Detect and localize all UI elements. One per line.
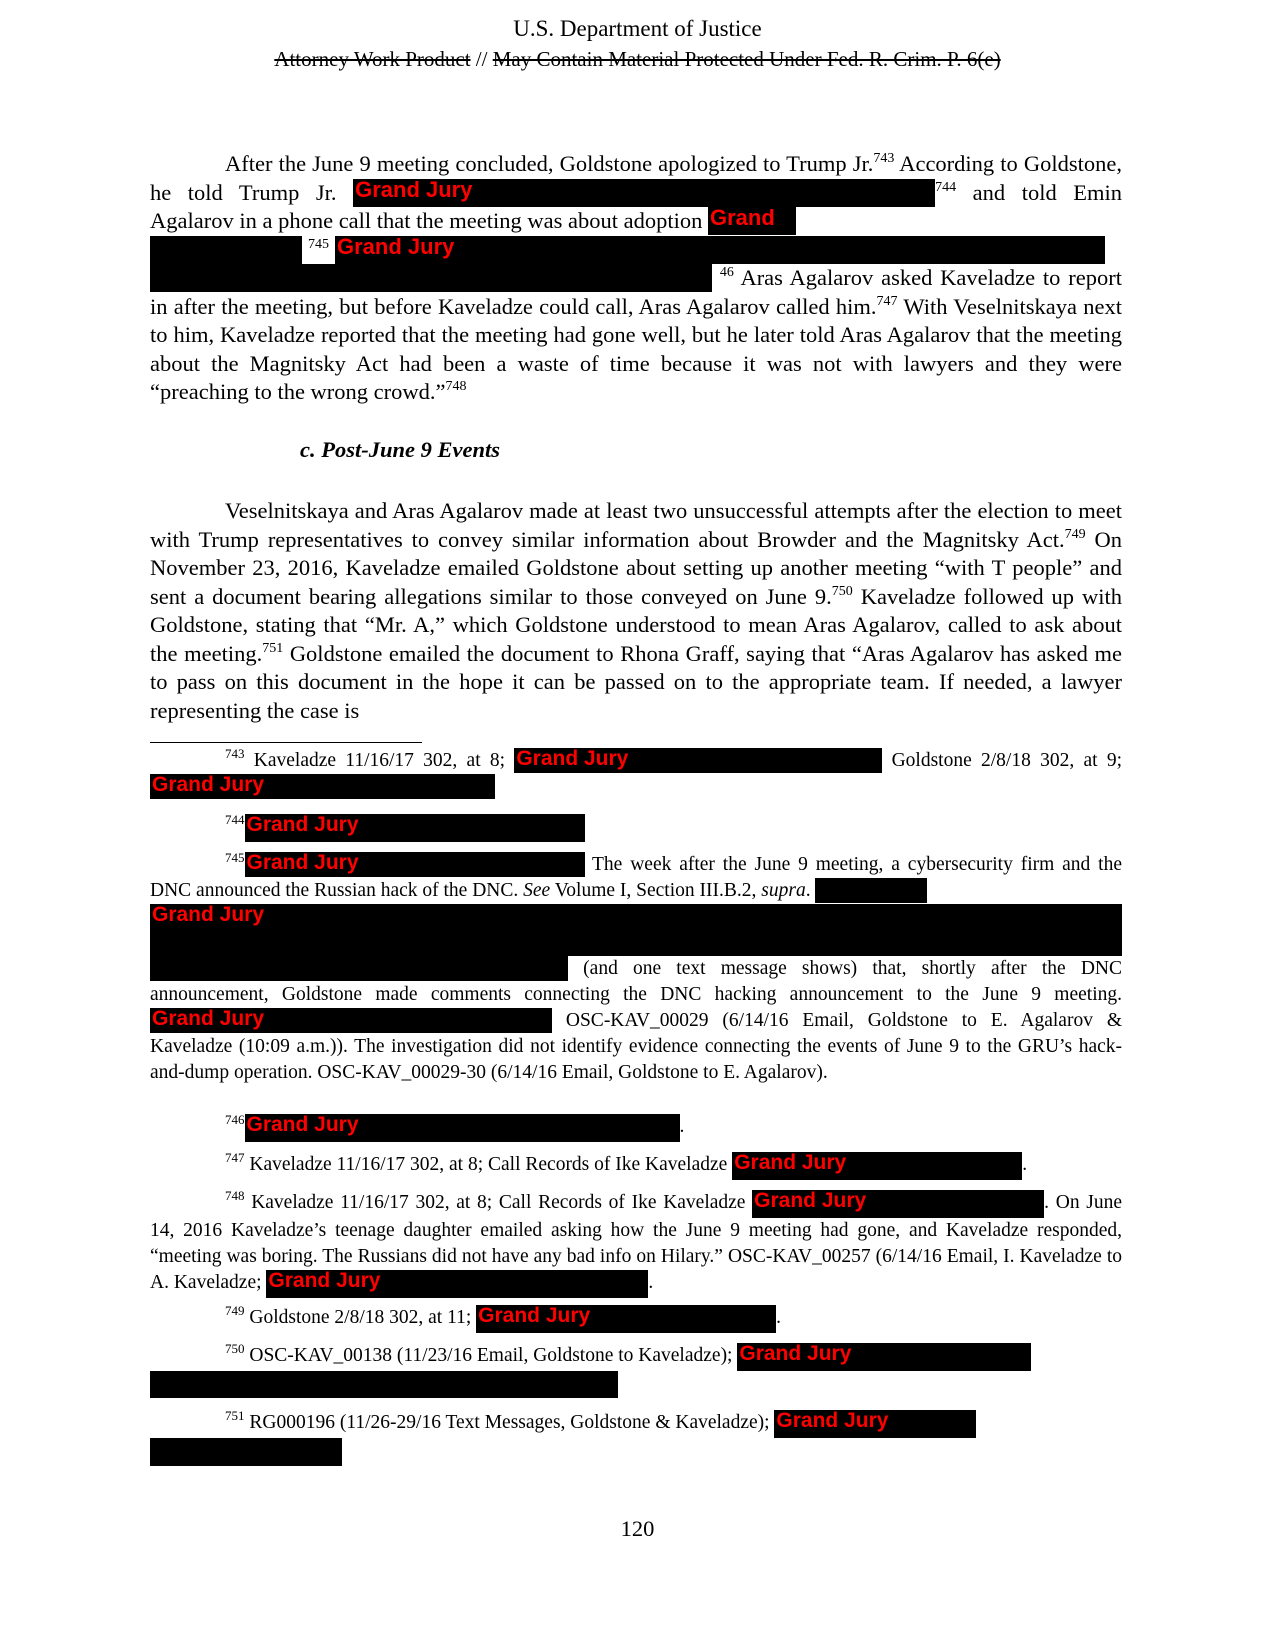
- footnote-743: [150, 748, 1122, 800]
- redaction-block: Grand Jury: [245, 814, 585, 842]
- footnote-text: . On June 14, 2016 Kaveladze’s teenage daughter emailed asking how the June 9 meeting had gone, and Kaveladze responded, “meeting was boring. The Russians did not have any bad info on Hilary.” OSC-KAV_00257 (6/14/16 Email, I. Kaveladze to A. Kaveladze;: [150, 1192, 1123, 1293]
- footnote-number: 744: [225, 812, 245, 827]
- header-separator: //: [470, 47, 493, 71]
- page-number: 120: [620, 1516, 655, 1541]
- paragraph-1: [150, 150, 1122, 407]
- footnote-rule: [150, 742, 422, 743]
- redaction-block: Grand Jury: [476, 1305, 776, 1333]
- footnote-text: Kaveladze 11/16/17 302, at 8; Call Records of Ike Kaveladze: [244, 1192, 746, 1213]
- header-classification: [0, 47, 1275, 72]
- para1-text-2: According to Goldstone, he told Trump Jr.: [150, 151, 1122, 205]
- footnote-745: [150, 852, 1122, 1086]
- para2-text-1: Veselnitskaya and Aras Agalarov made at least two unsuccessful attempts after the election to meet with Trump representatives to convey similar information about Browder and the Magnitsky Act.: [150, 498, 1122, 552]
- footnote-747: [150, 1152, 1122, 1180]
- footnote-text: .: [648, 1272, 654, 1293]
- redaction-block: Grand Jury: [245, 1114, 680, 1142]
- section-heading: c. Post-June 9 Events: [300, 437, 500, 462]
- redaction-block: Grand Jury: [514, 748, 882, 773]
- para2-text-4: Goldstone emailed the document to Rhona Graff, saying that “Aras Agalarov has asked me to pass on this document in the hope it can be passed on to the appropriate team. If needed, a lawyer representing the case is: [150, 640, 1122, 723]
- redaction-block: Grand Jury: [150, 1008, 552, 1033]
- footnote-750: [150, 1343, 1122, 1398]
- footnote-text: Goldstone 2/8/18 302, at 9;: [882, 750, 1122, 771]
- footnote-text: (and one text message shows) that, shortly after the DNC announcement, Goldstone made comments connecting the DNC hacking announcement to the June 9 meeting.: [150, 958, 1122, 1005]
- footnote-744: [150, 814, 1122, 842]
- header-agency: U.S. Department of Justice: [513, 16, 762, 41]
- redaction-block: [150, 1371, 618, 1398]
- footnote-text: RG000196 (11/26-29/16 Text Messages, Goldstone & Kaveladze);: [244, 1412, 770, 1433]
- redaction-block: [150, 236, 302, 264]
- para1-text-4: Aras Agalarov asked Kaveladze to report in after the meeting, but before Kaveladze could call, Aras Agalarov called him.: [150, 265, 1122, 319]
- redaction-block: Grand Jury: [737, 1343, 1031, 1371]
- footnote-ref-744: 744: [935, 179, 957, 195]
- footnote-ref-751: 751: [262, 640, 284, 656]
- protected-material-label: May Contain Material Protected Under Fed. R. Crim. P. 6(e): [492, 47, 1001, 71]
- footnote-see: See: [523, 880, 551, 901]
- para2-text-3: Kaveladze followed up with Goldstone, stating that “Mr. A,” which Goldstone understood to mean Aras Agalarov, called to ask about the meeting.: [150, 583, 1122, 666]
- footnote-number: 747: [225, 1150, 245, 1165]
- redaction-block: Grand Jury: [245, 852, 585, 877]
- work-product-label: Attorney Work Product: [274, 47, 471, 71]
- footnote-text: OSC-KAV_00029 (6/14/16 Email, Goldstone to E. Agalarov & Kaveladze (10:09 a.m.)). The investigation did not identify evidence connecting the events of June 9 to the GRU’s hack-and-dump operation. OSC-KAV_00029-30 (6/14/16 Email, Goldstone to E. Agalarov).: [150, 1010, 1122, 1083]
- footnote-number: 745: [225, 850, 245, 865]
- footnote-748: [150, 1190, 1122, 1298]
- footnote-supra: supra: [761, 880, 806, 901]
- footnote-text: OSC-KAV_00138 (11/23/16 Email, Goldstone to Kaveladze);: [244, 1345, 733, 1366]
- footnote-text: .: [679, 1116, 685, 1137]
- footnote-number: 750: [225, 1341, 245, 1356]
- para1-text-3: and told Emin Agalarov in a phone call that the meeting was about adoption: [150, 179, 1122, 233]
- footnote-number: 743: [225, 746, 245, 761]
- footnote-text: Kaveladze 11/16/17 302, at 8; Call Records of Ike Kaveladze: [244, 1154, 728, 1175]
- paragraph-2: [150, 497, 1122, 725]
- redaction-block: [150, 956, 568, 981]
- footnote-746: [150, 1114, 1122, 1142]
- redaction-block: Grand Jury: [732, 1152, 1022, 1180]
- redaction-block: Grand Jury: [335, 236, 1105, 264]
- para2-text-2: On November 23, 2016, Kaveladze emailed Goldstone about setting up another meeting “with T people” and sent a document bearing allegations similar to those conveyed on June 9.: [150, 526, 1122, 609]
- redaction-block: Grand Jury: [774, 1410, 976, 1438]
- redaction-block: Grand Jury: [266, 1270, 648, 1298]
- footnote-text: .: [805, 880, 816, 901]
- footnote-ref-750: 750: [831, 583, 853, 599]
- footnote-number: 746: [225, 1112, 245, 1127]
- footnote-749: [150, 1305, 1122, 1333]
- footnote-text: Kaveladze 11/16/17 302, at 8;: [244, 750, 506, 771]
- para1-text-5: With Veselnitskaya next to him, Kaveladze reported that the meeting had gone well, but he later told Aras Agalarov that the meeting about the Magnitsky Act had been a waste of time because it was not with lawyers and they were “preaching to the wrong crowd.”: [150, 293, 1122, 404]
- footnote-ref-743: 743: [873, 151, 895, 166]
- footnote-text: Volume I, Section III.B.2,: [550, 880, 762, 901]
- footnote-ref-746: 46: [719, 265, 734, 280]
- footnote-text: The week after the June 9 meeting, a cybersecurity firm and the DNC announced the Russian hack of the DNC.: [150, 854, 1122, 901]
- footnote-751: [150, 1410, 1122, 1466]
- redaction-block: Grand Jury: [150, 774, 495, 799]
- redaction-block: [150, 1438, 342, 1466]
- redaction-block: Grand Jury: [150, 904, 1122, 956]
- footnote-number: 748: [225, 1188, 245, 1203]
- para1-text-1: After the June 9 meeting concluded, Goldstone apologized to Trump Jr.: [225, 151, 874, 176]
- redaction-block: Grand Jury: [353, 179, 935, 207]
- redaction-block: Grand Jury: [752, 1190, 1044, 1218]
- footnote-text: Goldstone 2/8/18 302, at 11;: [244, 1307, 472, 1328]
- footnote-ref-747: 747: [876, 293, 898, 309]
- footnote-ref-748: 748: [445, 379, 467, 394]
- footnote-text: .: [1022, 1154, 1028, 1175]
- footnote-ref-749: 749: [1064, 526, 1086, 542]
- redaction-block: [815, 878, 927, 903]
- footnote-ref-745: 745: [302, 237, 335, 252]
- footnote-text: .: [776, 1307, 782, 1328]
- footnote-number: 749: [225, 1303, 245, 1318]
- footnote-number: 751: [225, 1408, 245, 1423]
- redaction-block: [150, 264, 712, 292]
- redaction-block: Grand: [708, 207, 796, 235]
